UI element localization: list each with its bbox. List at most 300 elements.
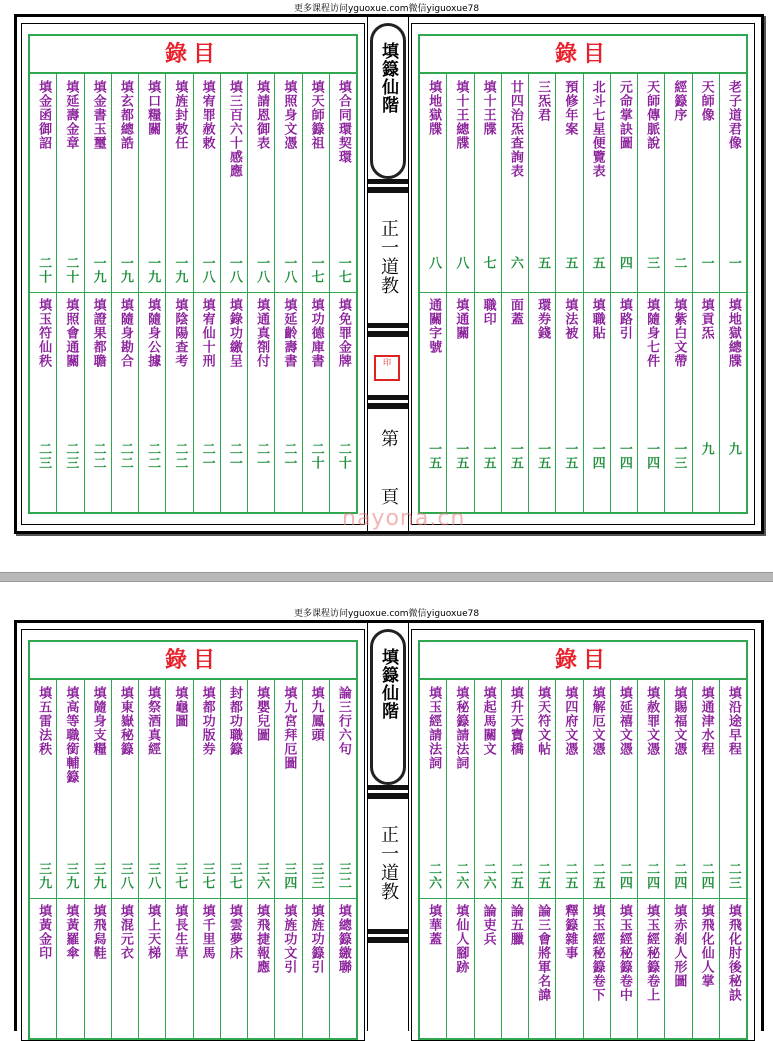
toc-column — [111, 680, 138, 1038]
toc-column — [220, 680, 247, 1038]
toc-entry-page: 三七 — [199, 862, 215, 890]
toc-entry-page: 三七 — [226, 862, 242, 890]
toc-entry-page: 八 — [426, 256, 442, 270]
toc-entry-title: 填解厄文憑 — [589, 686, 605, 756]
toc-column — [329, 680, 356, 1038]
toc-entry-page: 一四 — [589, 442, 605, 470]
toc-entry-page: 二十 — [36, 256, 52, 284]
toc-row-divider — [584, 898, 610, 899]
toc-entry-title: 填嬰兒圖 — [254, 686, 270, 742]
toc-row-divider — [30, 292, 56, 293]
toc-entry-page: 三六 — [254, 862, 270, 890]
toc-entry-page: 二六 — [480, 862, 496, 890]
toc-entry-page: 二十 — [335, 442, 351, 470]
toc-column — [555, 680, 582, 1038]
toc-entry-title: 填黃羅傘 — [63, 904, 79, 960]
toc-entry-title: 填通津水程 — [698, 686, 714, 756]
toc-entry-title: 填高等職銜輔籙 — [63, 686, 79, 784]
toc-entry-page: 一八 — [226, 256, 242, 284]
toc-row-divider — [248, 898, 274, 899]
toc-row-divider — [112, 898, 138, 899]
right-page — [411, 23, 755, 525]
toc-column — [583, 680, 610, 1038]
toc-entry-page: 一八 — [199, 256, 215, 284]
toc-entry-page: 二四 — [616, 862, 632, 890]
toc-entry-title: 論三會將軍名諱 — [535, 904, 551, 1002]
toc-entry-page: 二一 — [281, 442, 297, 470]
toc-entry-title: 填通真劄付 — [254, 298, 270, 368]
toc-entry-title: 填五雷法秩 — [36, 686, 52, 756]
toc-entry-page: 三九 — [36, 862, 52, 890]
toc-entry-title: 論三行六句 — [335, 686, 351, 756]
toc-entry-page: 二十 — [308, 442, 324, 470]
spine-page-char-first: 第 — [378, 429, 399, 448]
toc-row-divider — [248, 292, 274, 293]
toc-column — [555, 74, 582, 512]
toc-row-divider — [611, 898, 637, 899]
toc-entry-title: 環券錢 — [535, 298, 551, 340]
book-spine — [367, 17, 409, 531]
toc-column — [528, 680, 555, 1038]
toc-entry-page: 二六 — [453, 862, 469, 890]
toc-entry-title: 通關字號 — [426, 298, 442, 354]
toc-row-divider — [638, 898, 664, 899]
toc-entry-title: 填長生草 — [172, 904, 188, 960]
toc-row-divider — [638, 292, 664, 293]
toc-entry-page: 二二 — [145, 442, 161, 470]
toc-entry-page: 二六 — [426, 862, 442, 890]
toc-row-divider — [166, 292, 192, 293]
toc-columns — [420, 74, 746, 512]
scan-header-top: 更多课程访问yguoxue.com微信yiguoxue78 — [293, 4, 480, 14]
watermark: nayona.cn — [342, 506, 466, 531]
toc-entry-title: 職印 — [480, 298, 496, 326]
toc-frame — [418, 640, 748, 1040]
toc-row-divider — [303, 898, 329, 899]
toc-entry-page: 三三 — [308, 862, 324, 890]
toc-column — [220, 74, 247, 512]
toc-row-divider — [275, 898, 301, 899]
toc-entry-page: 一四 — [616, 442, 632, 470]
toc-entry-title: 填十王牒 — [480, 80, 496, 136]
book-spread-1 — [14, 14, 764, 534]
toc-column — [165, 680, 192, 1038]
toc-entry-page: 五 — [535, 256, 551, 270]
book-spread-2 — [14, 620, 764, 1031]
toc-entry-page: 一九 — [90, 256, 106, 284]
toc-row-divider — [85, 292, 111, 293]
toc-entry-page: 九 — [698, 442, 714, 456]
scan-header-bottom: 更多课程访问yguoxue.com微信yiguoxue78 — [293, 609, 480, 619]
toc-title: 錄目 — [164, 647, 221, 673]
toc-entry-page: 三 — [644, 256, 660, 270]
toc-columns — [30, 680, 356, 1038]
toc-row-divider — [194, 898, 220, 899]
toc-entry-title: 填職貼 — [589, 298, 605, 340]
toc-entry-title: 論五臘 — [507, 904, 523, 946]
toc-column — [664, 74, 691, 512]
toc-row-divider — [221, 898, 247, 899]
toc-column — [637, 74, 664, 512]
toc-entry-title: 填仙人腳跡 — [453, 904, 469, 974]
toc-row-divider — [447, 898, 473, 899]
toc-entry-title: 填旌功文引 — [281, 904, 297, 974]
toc-title-row — [30, 36, 356, 74]
toc-entry-page: 一五 — [535, 442, 551, 470]
toc-entry-page: 一五 — [426, 442, 442, 470]
toc-row-divider — [720, 898, 746, 899]
toc-column — [274, 680, 301, 1038]
toc-entry-title: 填宥罪赦敕 — [199, 80, 215, 150]
toc-entry-title: 填免罪金牌 — [335, 298, 351, 368]
toc-column — [474, 680, 501, 1038]
toc-entry-page: 三八 — [117, 862, 133, 890]
toc-column — [474, 74, 501, 512]
toc-entry-title: 填混元衣 — [117, 904, 133, 960]
toc-entry-page: 一八 — [254, 256, 270, 284]
toc-entry-page: 二五 — [535, 862, 551, 890]
toc-entry-page: 三四 — [281, 862, 297, 890]
toc-title-row — [420, 642, 746, 680]
toc-column — [274, 74, 301, 512]
toc-row-divider — [420, 898, 446, 899]
toc-entry-title: 填三百六十感應 — [226, 80, 242, 178]
toc-title: 錄目 — [554, 647, 611, 673]
toc-row-divider — [139, 898, 165, 899]
toc-frame — [28, 640, 358, 1040]
toc-entry-page: 二四 — [671, 862, 687, 890]
toc-entry-title: 封都功職籙 — [226, 686, 242, 756]
toc-column — [583, 74, 610, 512]
toc-row-divider — [57, 292, 83, 293]
toc-entry-page: 一九 — [117, 256, 133, 284]
toc-row-divider — [330, 898, 356, 899]
toc-row-divider — [303, 292, 329, 293]
toc-entry-title: 填金函御詔 — [36, 80, 52, 150]
toc-entry-page: 一五 — [480, 442, 496, 470]
toc-entry-page: 三九 — [63, 862, 79, 890]
toc-columns — [420, 680, 746, 1038]
toc-entry-page: 一九 — [145, 256, 161, 284]
toc-entry-page: 一七 — [308, 256, 324, 284]
toc-entry-title: 填飛化仙人掌 — [698, 904, 714, 988]
toc-column — [30, 680, 56, 1038]
toc-entry-title: 填賜福文憑 — [671, 686, 687, 756]
toc-column — [56, 680, 83, 1038]
toc-column — [719, 74, 746, 512]
toc-entry-title: 填延禧文憑 — [616, 686, 632, 756]
spine-band — [368, 395, 408, 409]
toc-entry-title: 填旌功籙引 — [308, 904, 324, 974]
spine-series: 正一道教 — [378, 219, 399, 295]
toc-entry-title: 填錄功繳呈 — [226, 298, 242, 368]
toc-row-divider — [221, 292, 247, 293]
toc-entry-page: 七 — [480, 256, 496, 270]
toc-column — [302, 74, 329, 512]
toc-entry-title: 廿四治炁查詢表 — [507, 80, 523, 178]
toc-entry-title: 填雲夢床 — [226, 904, 242, 960]
toc-frame — [418, 34, 748, 514]
toc-entry-title: 論吏兵 — [480, 904, 496, 946]
toc-entry-title: 填飛舄鞋 — [90, 904, 106, 960]
toc-column — [247, 74, 274, 512]
toc-row-divider — [57, 898, 83, 899]
left-page — [21, 629, 365, 1041]
toc-row-divider — [85, 898, 111, 899]
toc-entry-title: 填千里馬 — [199, 904, 215, 960]
toc-entry-title: 填赦罪文憑 — [644, 686, 660, 756]
toc-entry-title: 元命掌訣圖 — [616, 80, 632, 150]
toc-entry-title: 填照身文憑 — [281, 80, 297, 150]
spine-title: 填籙仙階 — [378, 648, 398, 720]
toc-entry-title: 填九鳳頭 — [308, 686, 324, 742]
toc-entry-title: 填玉經請法詞 — [426, 686, 442, 770]
toc-entry-title: 填照會通關 — [63, 298, 79, 368]
toc-entry-page: 一五 — [453, 442, 469, 470]
toc-entry-title: 填東嶽秘籙 — [117, 686, 133, 756]
toc-entry-title: 經籙序 — [671, 80, 687, 122]
toc-column — [420, 680, 446, 1038]
toc-entry-title: 填隨身七件 — [644, 298, 660, 368]
spine-page-char-last: 頁 — [378, 487, 399, 506]
toc-columns — [30, 74, 356, 512]
toc-entry-page: 一 — [698, 256, 714, 270]
toc-entry-page: 三八 — [145, 862, 161, 890]
page-separator — [0, 572, 773, 582]
toc-entry-title: 填升天寶橋 — [507, 686, 523, 756]
toc-entry-page: 二五 — [507, 862, 523, 890]
toc-entry-title: 釋籙雜事 — [562, 904, 578, 960]
toc-entry-title: 填龜圖 — [172, 686, 188, 728]
toc-entry-page: 一九 — [172, 256, 188, 284]
toc-entry-title: 填四府文憑 — [562, 686, 578, 756]
toc-entry-page: 二五 — [589, 862, 605, 890]
toc-entry-title: 填地獄總牒 — [725, 298, 741, 368]
toc-entry-page: 二十 — [63, 256, 79, 284]
toc-entry-title: 填陰陽查考 — [172, 298, 188, 368]
toc-title: 錄目 — [164, 41, 221, 67]
toc-entry-title: 預修年案 — [562, 80, 578, 136]
toc-entry-title: 面蓋 — [507, 298, 523, 326]
toc-entry-title: 填天符文帖 — [535, 686, 551, 756]
toc-entry-title: 填合同環契環 — [335, 80, 351, 164]
left-page — [21, 23, 365, 525]
toc-row-divider — [194, 292, 220, 293]
toc-entry-title: 填都功版券 — [199, 686, 215, 756]
toc-row-divider — [275, 292, 301, 293]
toc-entry-title: 填功德庫書 — [308, 298, 324, 368]
toc-entry-title: 填路引 — [616, 298, 632, 340]
toc-entry-title: 填華蓋 — [426, 904, 442, 946]
toc-row-divider — [166, 898, 192, 899]
toc-entry-page: 四 — [616, 256, 632, 270]
toc-entry-title: 填飛捷報應 — [254, 904, 270, 974]
toc-column — [329, 74, 356, 512]
toc-column — [56, 74, 83, 512]
toc-entry-title: 填祭酒真經 — [145, 686, 161, 756]
toc-entry-title: 填上天梯 — [145, 904, 161, 960]
toc-column — [111, 74, 138, 512]
toc-column — [637, 680, 664, 1038]
toc-entry-page: 二一 — [199, 442, 215, 470]
toc-entry-title: 填宥仙十刑 — [199, 298, 215, 368]
toc-title-row — [30, 642, 356, 680]
toc-entry-title: 填起馬關文 — [480, 686, 496, 756]
toc-row-divider — [475, 898, 501, 899]
toc-entry-title: 填玉經秘籙卷下 — [589, 904, 605, 1002]
toc-entry-title: 填沿途早程 — [725, 686, 741, 756]
toc-entry-title: 填玉經秘籙卷上 — [644, 904, 660, 1002]
toc-entry-page: 九 — [725, 442, 741, 456]
toc-entry-page: 三二 — [335, 862, 351, 890]
toc-entry-page: 八 — [453, 256, 469, 270]
toc-row-divider — [420, 292, 446, 293]
toc-column — [528, 74, 555, 512]
toc-row-divider — [475, 292, 501, 293]
toc-entry-title: 天師像 — [698, 80, 714, 122]
toc-column — [610, 74, 637, 512]
toc-column — [610, 680, 637, 1038]
toc-entry-page: 六 — [507, 256, 523, 270]
toc-row-divider — [330, 292, 356, 293]
toc-row-divider — [502, 292, 528, 293]
toc-column — [446, 680, 473, 1038]
toc-entry-title: 填玄都總誥 — [117, 80, 133, 150]
toc-row-divider — [30, 898, 56, 899]
spine-title: 填籙仙階 — [378, 42, 398, 114]
toc-row-divider — [556, 898, 582, 899]
toc-frame — [28, 34, 358, 514]
toc-entry-page: 一五 — [507, 442, 523, 470]
toc-entry-page: 二四 — [644, 862, 660, 890]
toc-entry-title: 填金書玉璽 — [90, 80, 106, 150]
toc-entry-title: 北斗七星便覽表 — [589, 80, 605, 178]
spine-title-capsule — [370, 629, 406, 785]
toc-entry-title: 填總籙繳聯 — [335, 904, 351, 974]
toc-entry-page: 二三 — [36, 442, 52, 470]
toc-entry-title: 填旌封敕任 — [172, 80, 188, 150]
toc-row-divider — [693, 292, 719, 293]
toc-entry-title: 填飛化肘後秘訣 — [725, 904, 741, 1002]
toc-entry-title: 填紫白文帶 — [671, 298, 687, 368]
toc-row-divider — [693, 898, 719, 899]
toc-column — [692, 74, 719, 512]
spine-series: 正一道教 — [378, 825, 399, 901]
toc-entry-page: 一八 — [281, 256, 297, 284]
red-seal-icon: 印 — [374, 355, 400, 381]
toc-column — [165, 74, 192, 512]
toc-column — [30, 74, 56, 512]
toc-entry-page: 二二 — [90, 442, 106, 470]
toc-row-divider — [611, 292, 637, 293]
toc-entry-page: 二二 — [117, 442, 133, 470]
toc-title-row — [420, 36, 746, 74]
toc-entry-title: 填九宮拜厄圖 — [281, 686, 297, 770]
toc-row-divider — [665, 292, 691, 293]
toc-column — [664, 680, 691, 1038]
toc-entry-title: 填證果都聸 — [90, 298, 106, 368]
toc-row-divider — [584, 292, 610, 293]
toc-row-divider — [502, 898, 528, 899]
toc-entry-title: 填玉經秘籙卷中 — [616, 904, 632, 1002]
toc-entry-title: 填隨身支糧 — [90, 686, 106, 756]
toc-entry-page: 二四 — [698, 862, 714, 890]
toc-title: 錄目 — [554, 41, 611, 67]
toc-entry-title: 填秘籙請法詞 — [453, 686, 469, 770]
toc-column — [302, 680, 329, 1038]
toc-column — [138, 74, 165, 512]
toc-row-divider — [529, 898, 555, 899]
toc-entry-page: 二五 — [562, 862, 578, 890]
toc-column — [138, 680, 165, 1038]
toc-column — [501, 680, 528, 1038]
toc-entry-title: 填口糧關 — [145, 80, 161, 136]
toc-entry-title: 填延齡壽書 — [281, 298, 297, 368]
toc-entry-title: 三炁君 — [535, 80, 551, 122]
toc-row-divider — [665, 898, 691, 899]
toc-column — [692, 680, 719, 1038]
toc-entry-page: 一五 — [562, 442, 578, 470]
toc-column — [247, 680, 274, 1038]
right-page — [411, 629, 755, 1041]
toc-entry-page: 三七 — [172, 862, 188, 890]
toc-row-divider — [447, 292, 473, 293]
toc-column — [193, 74, 220, 512]
spine-title-capsule — [370, 23, 406, 179]
toc-entry-page: 一三 — [671, 442, 687, 470]
spine-band — [368, 929, 408, 943]
toc-entry-title: 填地獄牒 — [426, 80, 442, 136]
toc-entry-title: 填貢炁 — [698, 298, 714, 340]
toc-row-divider — [112, 292, 138, 293]
toc-column — [501, 74, 528, 512]
spine-band — [368, 323, 408, 337]
toc-column — [193, 680, 220, 1038]
toc-column — [84, 680, 111, 1038]
toc-entry-page: 三九 — [90, 862, 106, 890]
toc-column — [446, 74, 473, 512]
toc-entry-title: 填通關 — [453, 298, 469, 340]
toc-entry-page: 五 — [589, 256, 605, 270]
toc-entry-title: 填法被 — [562, 298, 578, 340]
toc-entry-page: 一 — [725, 256, 741, 270]
toc-entry-title: 填請恩御表 — [254, 80, 270, 150]
toc-entry-title: 填天師籙祖 — [308, 80, 324, 150]
toc-entry-page: 二三 — [63, 442, 79, 470]
toc-entry-page: 二一 — [226, 442, 242, 470]
toc-column — [719, 680, 746, 1038]
toc-column — [420, 74, 446, 512]
toc-entry-page: 二一 — [254, 442, 270, 470]
toc-entry-title: 填隨身公據 — [145, 298, 161, 368]
spine-band — [368, 179, 408, 193]
toc-row-divider — [139, 292, 165, 293]
toc-entry-page: 一四 — [644, 442, 660, 470]
toc-entry-title: 填黃金印 — [36, 904, 52, 960]
toc-row-divider — [720, 292, 746, 293]
toc-entry-title: 老子道君像 — [725, 80, 741, 150]
toc-entry-title: 填赤刹人形圖 — [671, 904, 687, 988]
toc-entry-title: 填十王總牒 — [453, 80, 469, 150]
toc-column — [84, 74, 111, 512]
toc-entry-page: 二 — [671, 256, 687, 270]
toc-row-divider — [529, 292, 555, 293]
spine-band — [368, 785, 408, 799]
toc-entry-page: 二二 — [172, 442, 188, 470]
toc-entry-page: 二三 — [725, 862, 741, 890]
book-spine — [367, 623, 409, 1031]
toc-entry-title: 天師傳脈說 — [644, 80, 660, 150]
